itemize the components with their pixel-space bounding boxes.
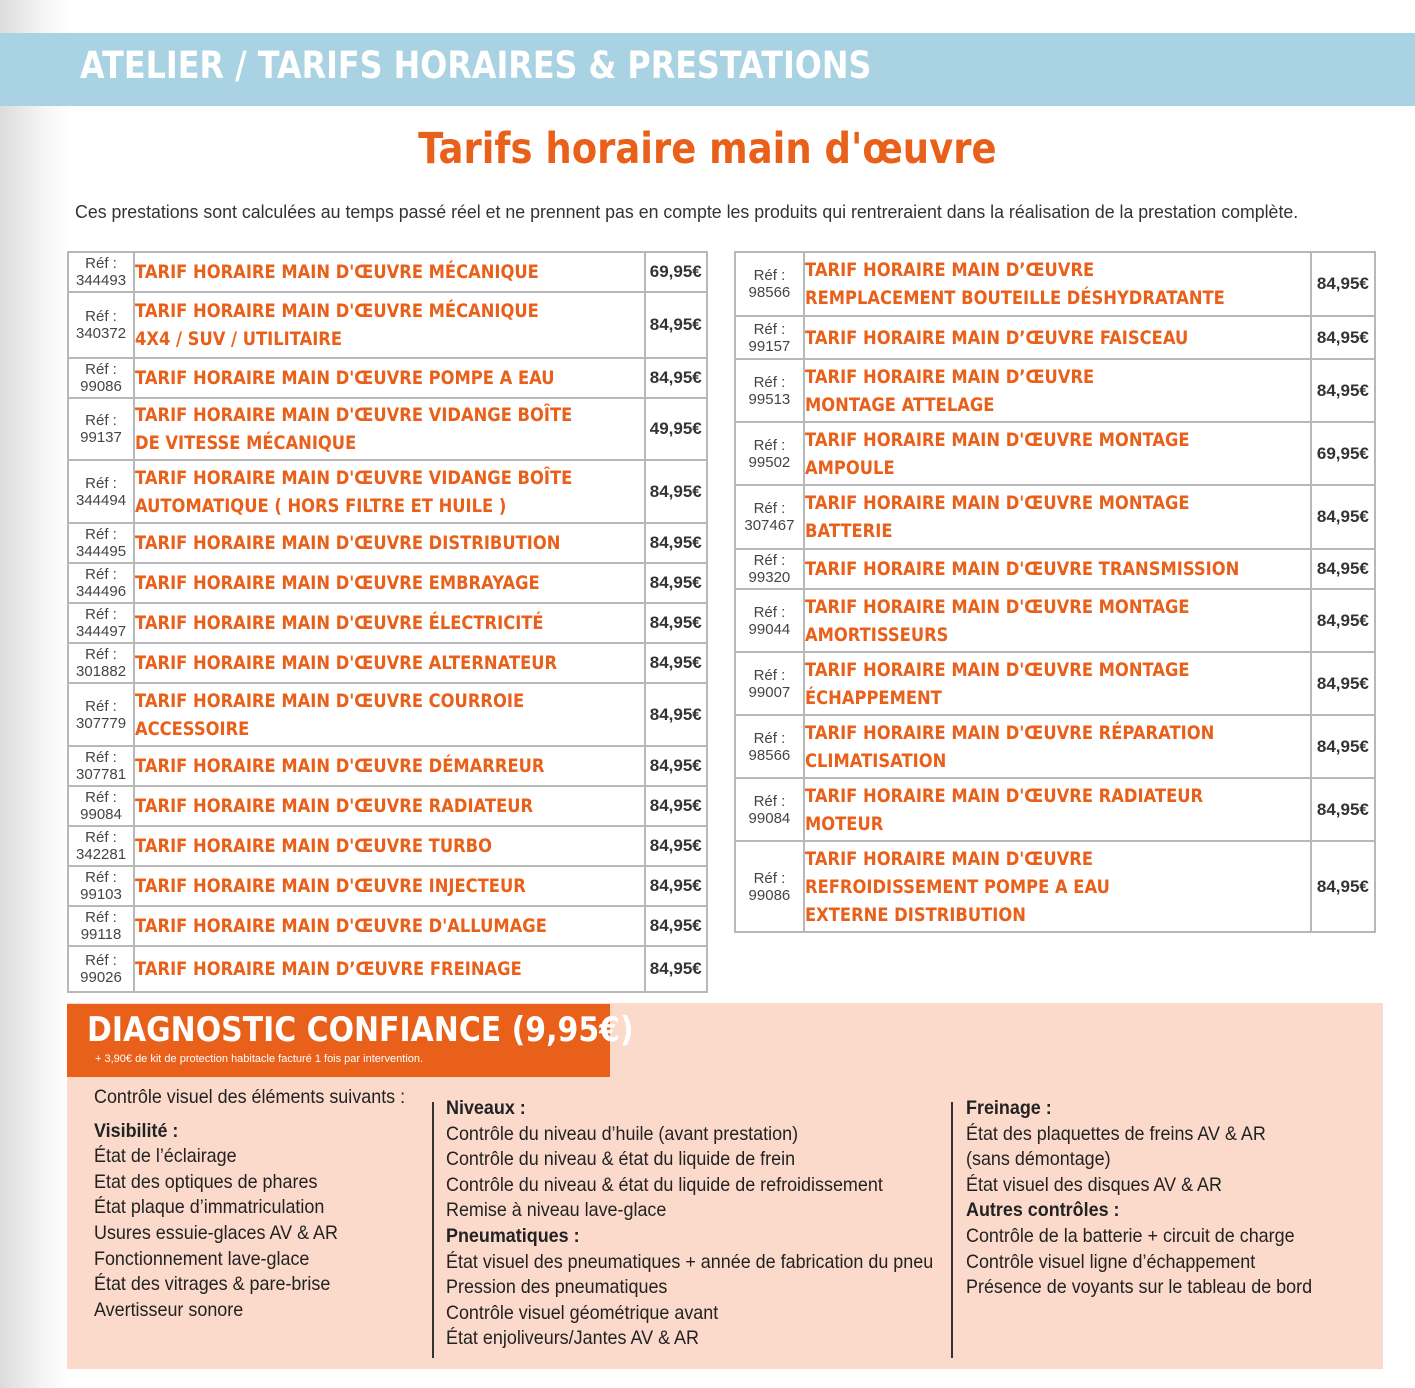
- table-row: [68, 252, 707, 292]
- row-label: [134, 786, 644, 826]
- row-label-line: TARIF HORAIRE MAIN D'ŒUVRE POMPE A EAU: [135, 367, 555, 389]
- section-title: ATELIER / TARIFS HORAIRES & PRESTATIONS: [80, 44, 872, 87]
- row-label: [134, 460, 644, 523]
- row-label: [134, 866, 644, 906]
- row-price: 84,95€: [645, 523, 708, 563]
- table-row: [68, 460, 707, 523]
- diagnostic-check-item: Usures essuie-glaces AV & AR: [94, 1221, 338, 1244]
- row-reference: Réf : 99007: [735, 652, 804, 715]
- row-price: 84,95€: [645, 746, 708, 786]
- diagnostic-group-heading: Freinage :: [966, 1097, 1052, 1119]
- column-divider: [432, 1102, 434, 1358]
- row-reference: Réf : 99118: [68, 906, 134, 946]
- price-table-right: [734, 251, 1376, 933]
- row-label: [804, 422, 1311, 485]
- row-reference: Réf : 344494: [68, 460, 134, 523]
- diagnostic-check-item: État des plaquettes de freins AV & AR: [966, 1122, 1266, 1145]
- row-price: 84,95€: [1311, 589, 1375, 652]
- table-row: [68, 683, 707, 746]
- row-reference: Réf : 344496: [68, 563, 134, 603]
- table-row: [68, 523, 707, 563]
- row-label: [804, 252, 1311, 316]
- row-label: [804, 485, 1311, 549]
- row-reference: Réf : 301882: [68, 643, 134, 683]
- row-price: 84,95€: [645, 683, 708, 746]
- row-label: [134, 826, 644, 866]
- row-label-line: TARIF HORAIRE MAIN D’ŒUVRE FAISCEAU: [804, 326, 1189, 349]
- row-reference: Réf : 99157: [735, 316, 804, 359]
- row-label: [134, 563, 644, 603]
- row-label: [134, 523, 644, 563]
- row-price: 84,95€: [1311, 549, 1375, 589]
- row-label: [804, 778, 1311, 841]
- diagnostic-check-item: État de l’éclairage: [94, 1145, 237, 1168]
- row-label: [134, 683, 644, 746]
- table-row: [68, 643, 707, 683]
- row-price: 84,95€: [1311, 252, 1375, 316]
- diagnostic-check-item: État visuel des pneumatiques + année de fabrication du pneu: [446, 1250, 934, 1273]
- diagnostic-check-item: Contrôle visuel ligne d’échappement: [966, 1250, 1256, 1273]
- table-row: [68, 946, 707, 992]
- row-label-line: ÉCHAPPEMENT: [804, 686, 942, 709]
- diagnostic-check-item: Contrôle visuel géométrique avant: [446, 1301, 719, 1324]
- row-label-line: TARIF HORAIRE MAIN D'ŒUVRE INJECTEUR: [135, 875, 526, 897]
- row-label-line: AMORTISSEURS: [804, 623, 949, 646]
- diagnostic-check-item: Pression des pneumatiques: [446, 1276, 668, 1299]
- table-row: [68, 603, 707, 643]
- row-label-line: EXTERNE DISTRIBUTION: [804, 903, 1026, 926]
- row-label-line: REMPLACEMENT BOUTEILLE DÉSHYDRATANTE: [804, 287, 1225, 309]
- column-divider: [951, 1102, 953, 1358]
- row-price: 84,95€: [645, 866, 708, 906]
- table-row: [735, 778, 1375, 841]
- diagnostic-header: [67, 1004, 634, 1077]
- diagnostic-intro: Contrôle visuel des éléments suivants :: [94, 1086, 406, 1108]
- table-row: [68, 398, 707, 460]
- table-row: [68, 786, 707, 826]
- row-reference: Réf : 344495: [68, 523, 134, 563]
- row-label-line: TARIF HORAIRE MAIN D'ŒUVRE MONTAGE: [804, 658, 1190, 681]
- row-label: [134, 358, 644, 398]
- table-row: [68, 358, 707, 398]
- row-reference: Réf : 99086: [68, 358, 134, 398]
- row-reference: Réf : 99502: [735, 422, 804, 485]
- row-reference: Réf : 99084: [68, 786, 134, 826]
- row-price: 84,95€: [1311, 316, 1375, 359]
- row-label-line: TARIF HORAIRE MAIN D'ŒUVRE ALTERNATEUR: [135, 652, 558, 674]
- table-row: [68, 292, 707, 358]
- row-label-line: TARIF HORAIRE MAIN D'ŒUVRE MONTAGE: [804, 428, 1190, 451]
- row-label: [804, 589, 1311, 652]
- diagnostic-column-freinage: [966, 1096, 1342, 1301]
- row-label-line: TARIF HORAIRE MAIN D'ŒUVRE TRANSMISSION: [804, 558, 1240, 580]
- table-row: [68, 826, 707, 866]
- row-label-line: TARIF HORAIRE MAIN D'ŒUVRE VIDANGE BOÎTE: [135, 466, 573, 489]
- row-reference: Réf : 344497: [68, 603, 134, 643]
- row-price: 84,95€: [645, 460, 708, 523]
- row-label-line: AUTOMATIQUE ( HORS FILTRE ET HUILE ): [135, 494, 507, 517]
- row-reference: Réf : 99086: [735, 841, 804, 932]
- row-price: 84,95€: [1311, 778, 1375, 841]
- row-label-line: TARIF HORAIRE MAIN D'ŒUVRE RADIATEUR: [804, 784, 1203, 807]
- row-label: [134, 252, 644, 292]
- row-reference: Réf : 307781: [68, 746, 134, 786]
- row-label-line: MOTEUR: [804, 812, 884, 835]
- intro-text: Ces prestations sont calculées au temps passé réel et ne prennent pas en compte les produits qui rentreraient dans la réalisation de la prestation complète.: [75, 201, 1299, 222]
- row-price: 84,95€: [645, 786, 708, 826]
- table-row: [68, 906, 707, 946]
- diagnostic-group-heading: Pneumatiques :: [446, 1224, 580, 1247]
- diagnostic-check-item: État plaque d’immatriculation: [94, 1196, 325, 1219]
- row-reference: Réf : 340372: [68, 292, 134, 358]
- row-label-line: TARIF HORAIRE MAIN D'ŒUVRE MONTAGE: [804, 595, 1190, 618]
- row-label-line: TARIF HORAIRE MAIN D'ŒUVRE MÉCANIQUE: [135, 300, 539, 322]
- row-price: 84,95€: [1311, 652, 1375, 715]
- row-label-line: TARIF HORAIRE MAIN D’ŒUVRE: [804, 365, 1095, 388]
- table-row: [68, 866, 707, 906]
- table-row: [735, 485, 1375, 549]
- row-reference: Réf : 344493: [68, 252, 134, 292]
- table-row: [735, 316, 1375, 359]
- row-reference: Réf : 342281: [68, 826, 134, 866]
- row-label: [804, 316, 1311, 359]
- diagnostic-check-item: État des vitrages & pare-brise: [94, 1273, 331, 1296]
- row-label-line: TARIF HORAIRE MAIN D’ŒUVRE FREINAGE: [135, 958, 522, 980]
- row-price: 84,95€: [645, 906, 708, 946]
- table-row: [735, 359, 1375, 422]
- row-label-line: BATTERIE: [804, 520, 893, 542]
- row-reference: Réf : 307779: [68, 683, 134, 746]
- row-label-line: TARIF HORAIRE MAIN D’ŒUVRE: [804, 259, 1095, 281]
- row-label: [804, 841, 1311, 932]
- page-title: [0, 124, 1415, 174]
- row-price: 84,95€: [645, 643, 708, 683]
- row-label-line: TARIF HORAIRE MAIN D'ŒUVRE MONTAGE: [804, 492, 1190, 514]
- row-price: 84,95€: [1311, 485, 1375, 549]
- row-label: [134, 643, 644, 683]
- table-row: [735, 422, 1375, 485]
- row-label-line: REFROIDISSEMENT POMPE A EAU: [804, 875, 1110, 898]
- row-label-line: TARIF HORAIRE MAIN D'ŒUVRE TURBO: [135, 835, 493, 857]
- row-price: 84,95€: [1311, 841, 1375, 932]
- row-label-line: TARIF HORAIRE MAIN D'ŒUVRE RÉPARATION: [804, 721, 1215, 744]
- row-label-line: TARIF HORAIRE MAIN D'ŒUVRE D'ALLUMAGE: [135, 915, 547, 937]
- diagnostic-check-item: Présence de voyants sur le tableau de bord: [966, 1276, 1313, 1299]
- row-price: 84,95€: [645, 292, 708, 358]
- diagnostic-check-item: Avertisseur sonore: [94, 1298, 244, 1321]
- row-label-line: TARIF HORAIRE MAIN D'ŒUVRE: [804, 847, 1093, 870]
- row-label: [134, 292, 644, 358]
- row-reference: Réf : 307467: [735, 485, 804, 549]
- row-label: [804, 652, 1311, 715]
- diagnostic-check-item: Contrôle du niveau & état du liquide de frein: [446, 1148, 796, 1171]
- row-label: [134, 946, 644, 992]
- page-title-text: Tarifs horaire main d'œuvre: [418, 124, 997, 174]
- row-label: [804, 549, 1311, 589]
- row-label: [804, 359, 1311, 422]
- row-label-line: TARIF HORAIRE MAIN D'ŒUVRE ÉLECTRICITÉ: [135, 612, 544, 634]
- row-price: 84,95€: [645, 603, 708, 643]
- row-label-line: TARIF HORAIRE MAIN D'ŒUVRE MÉCANIQUE: [135, 261, 539, 283]
- row-price: 69,95€: [645, 252, 708, 292]
- diagnostic-check-item: Contrôle du niveau & état du liquide de refroidissement: [446, 1173, 883, 1196]
- diagnostic-check-item: État enjoliveurs/Jantes AV & AR: [446, 1327, 699, 1350]
- diagnostic-group-heading: Niveaux :: [446, 1097, 526, 1119]
- diagnostic-check-item: Contrôle du niveau d’huile (avant prestation): [446, 1122, 799, 1145]
- diagnostic-check-item: Fonctionnement lave-glace: [94, 1247, 310, 1270]
- row-label-line: AMPOULE: [804, 456, 895, 479]
- diagnostic-column-niveaux: [446, 1096, 976, 1352]
- row-label: [134, 906, 644, 946]
- row-label-line: TARIF HORAIRE MAIN D'ŒUVRE VIDANGE BOÎTE: [135, 404, 573, 426]
- diagnostic-check-item: Remise à niveau lave-glace: [446, 1199, 667, 1222]
- row-price: 84,95€: [645, 946, 708, 992]
- table-row: [735, 652, 1375, 715]
- row-label-line: TARIF HORAIRE MAIN D'ŒUVRE DISTRIBUTION: [135, 532, 561, 554]
- row-price: 69,95€: [1311, 422, 1375, 485]
- row-reference: Réf : 99320: [735, 549, 804, 589]
- row-price: 84,95€: [645, 563, 708, 603]
- row-label: [134, 746, 644, 786]
- page-shadow: [0, 0, 70, 1388]
- row-reference: Réf : 99137: [68, 398, 134, 460]
- diagnostic-check-item: Contrôle de la batterie + circuit de charge: [966, 1224, 1295, 1247]
- row-price: 84,95€: [1311, 715, 1375, 778]
- row-label-line: CLIMATISATION: [804, 749, 947, 772]
- diagnostic-title: DIAGNOSTIC CONFIANCE (9,95€): [87, 1010, 634, 1050]
- diagnostic-subtitle: + 3,90€ de kit de protection habitacle facturé 1 fois par intervention.: [95, 1053, 424, 1065]
- diagnostic-check-item: Etat des optiques de phares: [94, 1170, 318, 1193]
- table-row: [735, 252, 1375, 316]
- row-price: 49,95€: [645, 398, 708, 460]
- row-reference: Réf : 99103: [68, 866, 134, 906]
- table-row: [735, 715, 1375, 778]
- row-reference: Réf : 98566: [735, 252, 804, 316]
- row-label: [134, 603, 644, 643]
- diagnostic-column-visibilite: [94, 1085, 432, 1323]
- table-row: [735, 589, 1375, 652]
- row-label-line: MONTAGE ATTELAGE: [804, 393, 995, 416]
- row-label-line: TARIF HORAIRE MAIN D'ŒUVRE EMBRAYAGE: [135, 572, 540, 594]
- row-label-line: ACCESSOIRE: [135, 717, 250, 740]
- table-row: [68, 563, 707, 603]
- diagnostic-group-heading: Autres contrôles :: [966, 1199, 1120, 1222]
- row-label-line: TARIF HORAIRE MAIN D'ŒUVRE RADIATEUR: [135, 795, 534, 817]
- table-row: [68, 746, 707, 786]
- row-reference: Réf : 99026: [68, 946, 134, 992]
- row-label: [804, 715, 1311, 778]
- row-label-line: DE VITESSE MÉCANIQUE: [135, 432, 357, 454]
- row-price: 84,95€: [645, 826, 708, 866]
- diagnostic-check-item: État visuel des disques AV & AR: [966, 1173, 1222, 1196]
- diagnostic-check-item: (sans démontage): [966, 1148, 1111, 1171]
- row-label-line: 4X4 / SUV / UTILITAIRE: [135, 328, 343, 350]
- row-label-line: TARIF HORAIRE MAIN D'ŒUVRE COURROIE: [135, 689, 525, 712]
- row-price: 84,95€: [645, 358, 708, 398]
- row-reference: Réf : 99513: [735, 359, 804, 422]
- row-reference: Réf : 99044: [735, 589, 804, 652]
- table-row: [735, 549, 1375, 589]
- row-reference: Réf : 99084: [735, 778, 804, 841]
- table-row: [735, 841, 1375, 932]
- price-table-left: [67, 251, 708, 993]
- row-label: [134, 398, 644, 460]
- row-label-line: TARIF HORAIRE MAIN D'ŒUVRE DÉMARREUR: [135, 755, 545, 777]
- row-price: 84,95€: [1311, 359, 1375, 422]
- diagnostic-group-heading: Visibilité :: [94, 1119, 179, 1142]
- row-reference: Réf : 98566: [735, 715, 804, 778]
